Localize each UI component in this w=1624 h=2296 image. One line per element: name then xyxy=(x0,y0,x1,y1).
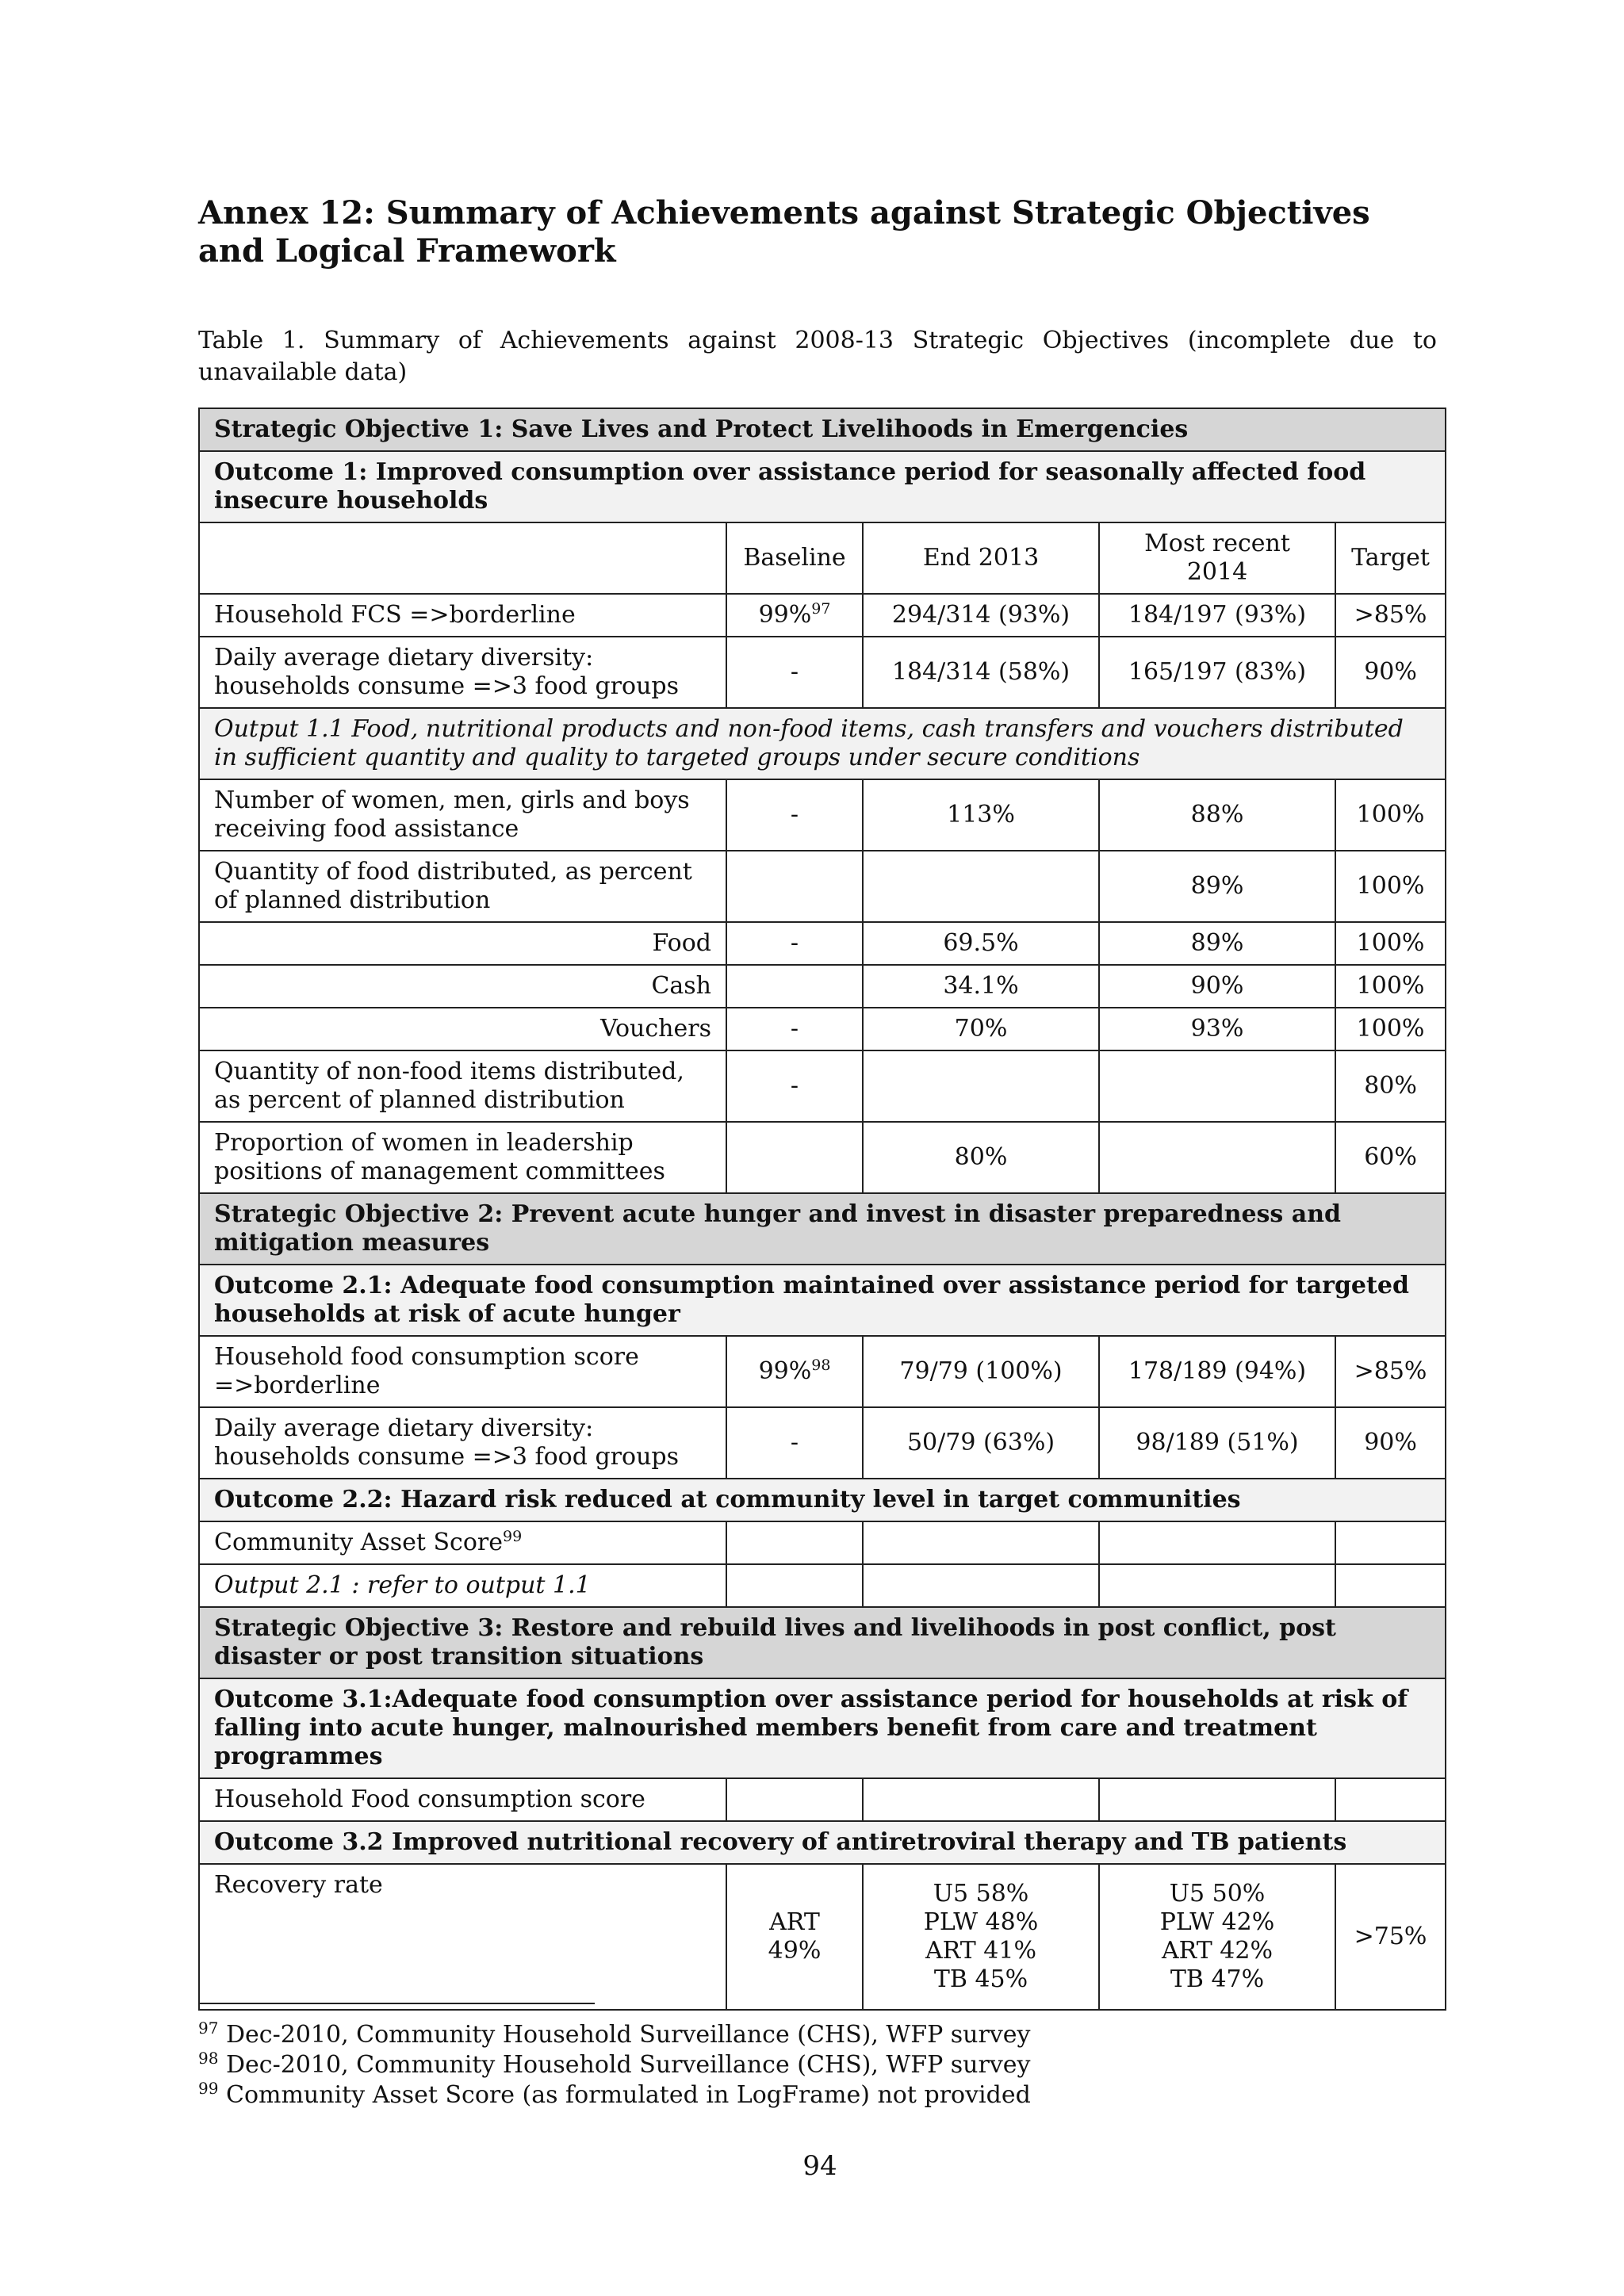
target-cell: 100% xyxy=(1335,851,1446,922)
target-cell: 90% xyxy=(1335,1407,1446,1479)
target-cell: 100% xyxy=(1335,1008,1446,1050)
recent-2014-cell: 165/197 (83%) xyxy=(1099,637,1335,708)
target-cell: 100% xyxy=(1335,779,1446,851)
target-cell xyxy=(1335,1564,1446,1607)
page-number: 94 xyxy=(802,2150,837,2182)
header-target: Target xyxy=(1335,522,1446,594)
recent-2014-cell: 90% xyxy=(1099,965,1335,1008)
baseline-cell xyxy=(726,1521,863,1564)
end-2013-cell xyxy=(863,1521,1099,1564)
end-2013-cell xyxy=(863,851,1099,922)
end-2013-cell xyxy=(863,1778,1099,1821)
baseline-value: 99% xyxy=(758,601,812,629)
target-cell: >85% xyxy=(1335,1336,1446,1407)
recovery-line: ART 42% xyxy=(1162,1937,1273,1965)
footnote-ref: 97 xyxy=(811,600,831,618)
strategic-objective-row xyxy=(199,1607,1446,1678)
footnote-97 xyxy=(198,2020,1388,2050)
outcome-1: Outcome 1: Improved consumption over assistance period for seasonally affected food insecure households xyxy=(199,451,1446,522)
end-2013-cell: 70% xyxy=(863,1008,1099,1050)
end-2013-cell: 34.1% xyxy=(863,965,1099,1008)
footnote-number: 97 xyxy=(198,2019,219,2038)
header-baseline: Baseline xyxy=(726,522,863,594)
recent-2014-cell: 98/189 (51%) xyxy=(1099,1407,1335,1479)
indicator-label: Vouchers xyxy=(199,1008,726,1050)
recovery-line: U5 58% xyxy=(933,1880,1029,1908)
strategic-objective-1: Strategic Objective 1: Save Lives and Protect Livelihoods in Emergencies xyxy=(199,408,1446,451)
recent-2014-cell xyxy=(1099,1050,1335,1122)
strategic-objective-row xyxy=(199,1193,1446,1265)
footnote-ref: 98 xyxy=(811,1357,831,1374)
achievements-table xyxy=(198,408,1446,2011)
end-2013-cell: 80% xyxy=(863,1122,1099,1193)
recovery-line: PLW 48% xyxy=(923,1908,1039,1936)
target-cell: 100% xyxy=(1335,965,1446,1008)
end-2013-cell xyxy=(863,1050,1099,1122)
recent-2014-cell: 93% xyxy=(1099,1008,1335,1050)
footnote-number: 98 xyxy=(198,2049,219,2068)
strategic-objective-row xyxy=(199,408,1446,451)
table-row xyxy=(199,637,1446,708)
recovery-line: TB 47% xyxy=(1170,1965,1265,1993)
recent-2014-cell: 89% xyxy=(1099,922,1335,965)
indicator-label xyxy=(199,1521,726,1564)
table-row xyxy=(199,1521,1446,1564)
recovery-line: TB 45% xyxy=(933,1965,1028,1993)
indicator-label: Household food consumption score =>borderline xyxy=(199,1336,726,1407)
footnote-ref: 99 xyxy=(503,1528,523,1545)
outcome-row xyxy=(199,451,1446,522)
recent-2014-cell: 89% xyxy=(1099,851,1335,922)
indicator-label: Daily average dietary diversity: households consume =>3 food groups xyxy=(199,1407,726,1479)
recent-2014-cell: 184/197 (93%) xyxy=(1099,594,1335,637)
target-cell: 90% xyxy=(1335,637,1446,708)
indicator-label: Cash xyxy=(199,965,726,1008)
table-row xyxy=(199,1050,1446,1122)
table-row xyxy=(199,1407,1446,1479)
output-1-1: Output 1.1 Food, nutritional products and non-food items, cash transfers and vouchers distributed in sufficient quantity and quality to targeted groups under secure conditions xyxy=(199,708,1446,779)
baseline-cell: - xyxy=(726,1407,863,1479)
table-row xyxy=(199,851,1446,922)
output-2-1: Output 2.1 : refer to output 1.1 xyxy=(199,1564,726,1607)
outcome-row xyxy=(199,1678,1446,1778)
table-row xyxy=(199,1336,1446,1407)
target-cell: >85% xyxy=(1335,594,1446,637)
footnotes xyxy=(198,2020,1388,2110)
indicator-label: Daily average dietary diversity: households consume =>3 food groups xyxy=(199,637,726,708)
baseline-cell xyxy=(726,1564,863,1607)
baseline-cell: - xyxy=(726,1008,863,1050)
table-row xyxy=(199,779,1446,851)
table-row xyxy=(199,922,1446,965)
recent-2014-cell xyxy=(1099,1778,1335,1821)
column-header-row xyxy=(199,522,1446,594)
target-cell: 100% xyxy=(1335,922,1446,965)
footnote-text: Community Asset Score (as formulated in LogFrame) not provided xyxy=(226,2081,1031,2109)
end-2013-cell xyxy=(863,1864,1099,2010)
table-row xyxy=(199,594,1446,637)
indicator-label: Household Food consumption score xyxy=(199,1778,726,1821)
baseline-cell xyxy=(726,1778,863,1821)
baseline-cell: - xyxy=(726,637,863,708)
end-2013-cell: 69.5% xyxy=(863,922,1099,965)
end-2013-cell: 79/79 (100%) xyxy=(863,1336,1099,1407)
table-row xyxy=(199,965,1446,1008)
indicator-label: Proportion of women in leadership positions of management committees xyxy=(199,1122,726,1193)
header-blank-cell xyxy=(199,522,726,594)
asset-score-label: Community Asset Score xyxy=(214,1529,503,1556)
outcome-3-2: Outcome 3.2 Improved nutritional recovery of antiretroviral therapy and TB patients xyxy=(199,1821,1446,1864)
end-2013-cell: 184/314 (58%) xyxy=(863,637,1099,708)
baseline-cell: - xyxy=(726,1050,863,1122)
baseline-cell xyxy=(726,965,863,1008)
baseline-cell xyxy=(726,1336,863,1407)
target-cell: >75% xyxy=(1335,1864,1446,2010)
recent-2014-cell xyxy=(1099,1564,1335,1607)
header-most-recent-2014: Most recent 2014 xyxy=(1099,522,1335,594)
header-end-2013: End 2013 xyxy=(863,522,1099,594)
recent-2014-cell xyxy=(1099,1122,1335,1193)
output-row xyxy=(199,708,1446,779)
end-2013-cell: 50/79 (63%) xyxy=(863,1407,1099,1479)
table-row xyxy=(199,1122,1446,1193)
indicator-label: Quantity of non-food items distributed, as percent of planned distribution xyxy=(199,1050,726,1122)
end-2013-cell: 294/314 (93%) xyxy=(863,594,1099,637)
footnote-divider xyxy=(198,2003,595,2004)
recent-2014-cell: 178/189 (94%) xyxy=(1099,1336,1335,1407)
footnote-text: Dec-2010, Community Household Surveillance (CHS), WFP survey xyxy=(226,2051,1031,2079)
table-caption: Table 1. Summary of Achievements against 2008-13 Strategic Objectives (incomplete due to unavailable data) xyxy=(198,327,1437,386)
page-heading: Annex 12: Summary of Achievements against Strategic Objectives and Logical Framework xyxy=(198,194,1370,270)
target-cell xyxy=(1335,1521,1446,1564)
footnote-number: 99 xyxy=(198,2079,219,2098)
outcome-2-2: Outcome 2.2: Hazard risk reduced at community level in target communities xyxy=(199,1479,1446,1521)
recent-2014-cell xyxy=(1099,1521,1335,1564)
baseline-value: 99% xyxy=(758,1357,812,1385)
target-cell xyxy=(1335,1778,1446,1821)
outcome-row xyxy=(199,1821,1446,1864)
recent-2014-cell: 88% xyxy=(1099,779,1335,851)
target-cell: 80% xyxy=(1335,1050,1446,1122)
baseline-cell: - xyxy=(726,779,863,851)
footnote-98 xyxy=(198,2050,1388,2080)
end-2013-cell xyxy=(863,1564,1099,1607)
strategic-objective-2: Strategic Objective 2: Prevent acute hunger and invest in disaster preparedness and mitigation measures xyxy=(199,1193,1446,1265)
baseline-cell xyxy=(726,1122,863,1193)
outcome-3-1: Outcome 3.1:Adequate food consumption over assistance period for households at risk of falling into acute hunger, malnourished members benefit from care and treatment programmes xyxy=(199,1678,1446,1778)
table-row xyxy=(199,1008,1446,1050)
baseline-cell: - xyxy=(726,922,863,965)
recent-2014-cell xyxy=(1099,1864,1335,2010)
indicator-label: Recovery rate xyxy=(199,1864,726,2010)
strategic-objective-3: Strategic Objective 3: Restore and rebuild lives and livelihoods in post conflict, post disaster or post transition situations xyxy=(199,1607,1446,1678)
recovery-line: ART 41% xyxy=(925,1937,1036,1965)
target-cell: 60% xyxy=(1335,1122,1446,1193)
table-row xyxy=(199,1864,1446,2010)
indicator-label: Quantity of food distributed, as percent of planned distribution xyxy=(199,851,726,922)
footnote-text: Dec-2010, Community Household Surveillance (CHS), WFP survey xyxy=(226,2021,1031,2049)
outcome-row xyxy=(199,1265,1446,1336)
indicator-label: Household FCS =>borderline xyxy=(199,594,726,637)
outcome-row xyxy=(199,1479,1446,1521)
outcome-2-1: Outcome 2.1: Adequate food consumption maintained over assistance period for targeted households at risk of acute hunger xyxy=(199,1265,1446,1336)
baseline-cell: ART 49% xyxy=(726,1864,863,2010)
end-2013-cell: 113% xyxy=(863,779,1099,851)
recovery-line: PLW 42% xyxy=(1159,1908,1275,1936)
footnote-99 xyxy=(198,2080,1388,2110)
table-row xyxy=(199,1564,1446,1607)
baseline-cell xyxy=(726,851,863,922)
table-row xyxy=(199,1778,1446,1821)
indicator-label: Number of women, men, girls and boys receiving food assistance xyxy=(199,779,726,851)
indicator-label: Food xyxy=(199,922,726,965)
baseline-cell xyxy=(726,594,863,637)
recovery-line: U5 50% xyxy=(1169,1880,1266,1908)
